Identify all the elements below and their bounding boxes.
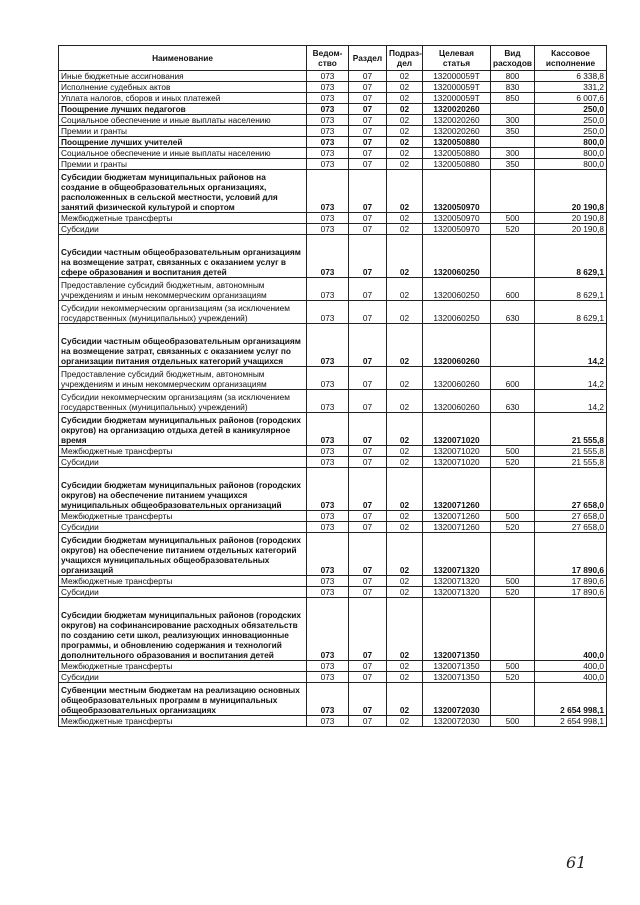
table-row [59, 576, 607, 587]
cell-subsection: 02 [387, 213, 423, 224]
cell-target: 1320060260 [423, 324, 491, 367]
cell-dept: 073 [307, 213, 349, 224]
cell-type: 500 [491, 446, 535, 457]
header-name: Наименование [59, 46, 307, 71]
cell-subsection: 02 [387, 446, 423, 457]
table-row [59, 324, 607, 367]
cell-target: 1320050970 [423, 213, 491, 224]
cell-dept: 073 [307, 71, 349, 82]
cell-dept: 073 [307, 672, 349, 683]
cell-target: 1320071020 [423, 457, 491, 468]
cell-dept: 073 [307, 576, 349, 587]
cell-name: Субсидии [59, 224, 307, 235]
cell-type: 300 [491, 115, 535, 126]
cell-subsection: 02 [387, 661, 423, 672]
table-row [59, 367, 607, 390]
cell-dept: 073 [307, 522, 349, 533]
table-row [59, 301, 607, 324]
table-row [59, 71, 607, 82]
page-number: 61 [566, 853, 587, 872]
cell-dept: 073 [307, 82, 349, 93]
cell-target: 1320071260 [423, 511, 491, 522]
cell-name: Субсидии частным общеобразовательным организациям на возмещение затрат, связанных с оказанием услуг по организации питания отдельных категорий учащихся [59, 324, 307, 367]
cell-target: 1320060250 [423, 278, 491, 301]
cell-subsection: 02 [387, 115, 423, 126]
cell-target: 1320071350 [423, 672, 491, 683]
cell-amount: 800,0 [535, 159, 607, 170]
cell-subsection: 02 [387, 137, 423, 148]
cell-type [491, 533, 535, 576]
cell-subsection: 02 [387, 104, 423, 115]
cell-type: 520 [491, 224, 535, 235]
table-row [59, 522, 607, 533]
cell-target: 1320071260 [423, 522, 491, 533]
cell-name: Межбюджетные трансферты [59, 576, 307, 587]
cell-section: 07 [349, 93, 387, 104]
cell-target: 1320071020 [423, 446, 491, 457]
cell-subsection: 02 [387, 224, 423, 235]
table-row [59, 148, 607, 159]
cell-amount: 17 890,6 [535, 576, 607, 587]
cell-subsection: 02 [387, 533, 423, 576]
cell-subsection: 02 [387, 716, 423, 727]
cell-type: 850 [491, 93, 535, 104]
cell-subsection: 02 [387, 672, 423, 683]
cell-dept: 073 [307, 159, 349, 170]
cell-type [491, 324, 535, 367]
cell-section: 07 [349, 324, 387, 367]
cell-section: 07 [349, 576, 387, 587]
table-row [59, 115, 607, 126]
table-row [59, 235, 607, 278]
cell-type [491, 104, 535, 115]
cell-subsection: 02 [387, 324, 423, 367]
cell-name: Субсидии [59, 522, 307, 533]
cell-dept: 073 [307, 93, 349, 104]
cell-type: 630 [491, 301, 535, 324]
cell-dept: 073 [307, 224, 349, 235]
cell-dept: 073 [307, 137, 349, 148]
cell-type: 500 [491, 661, 535, 672]
cell-type: 520 [491, 587, 535, 598]
cell-name: Межбюджетные трансферты [59, 446, 307, 457]
cell-type: 500 [491, 511, 535, 522]
cell-subsection: 02 [387, 71, 423, 82]
cell-amount: 250,0 [535, 104, 607, 115]
table-header-row [59, 46, 607, 71]
cell-amount: 800,0 [535, 148, 607, 159]
cell-section: 07 [349, 170, 387, 213]
cell-name: Предоставление субсидий бюджетным, автономным учреждениям и иным некоммерческим организациям [59, 278, 307, 301]
cell-section: 07 [349, 683, 387, 716]
cell-amount: 6 338,8 [535, 71, 607, 82]
cell-type: 800 [491, 71, 535, 82]
cell-target: 132000059Т [423, 93, 491, 104]
cell-section: 07 [349, 716, 387, 727]
cell-section: 07 [349, 367, 387, 390]
cell-amount: 331,2 [535, 82, 607, 93]
cell-subsection: 02 [387, 587, 423, 598]
cell-type: 300 [491, 148, 535, 159]
cell-name: Субсидии [59, 587, 307, 598]
cell-dept: 073 [307, 661, 349, 672]
cell-name: Субсидии бюджетам муниципальных районов (городских округов) на обеспечение питанием учащихся муниципальных общеобразовательных организаций [59, 468, 307, 511]
cell-dept: 073 [307, 446, 349, 457]
cell-section: 07 [349, 126, 387, 137]
cell-subsection: 02 [387, 148, 423, 159]
cell-dept: 073 [307, 587, 349, 598]
cell-amount: 21 555,8 [535, 413, 607, 446]
cell-subsection: 02 [387, 301, 423, 324]
cell-dept: 073 [307, 235, 349, 278]
cell-amount: 8 629,1 [535, 301, 607, 324]
budget-execution-table [58, 45, 607, 727]
cell-target: 1320020260 [423, 115, 491, 126]
cell-subsection: 02 [387, 457, 423, 468]
table-row [59, 126, 607, 137]
cell-name: Исполнение судебных актов [59, 82, 307, 93]
cell-type: 520 [491, 522, 535, 533]
cell-name: Уплата налогов, сборов и иных платежей [59, 93, 307, 104]
cell-subsection: 02 [387, 367, 423, 390]
cell-subsection: 02 [387, 82, 423, 93]
cell-dept: 073 [307, 716, 349, 727]
cell-target: 1320071320 [423, 587, 491, 598]
cell-dept: 073 [307, 301, 349, 324]
cell-dept: 073 [307, 511, 349, 522]
cell-name: Субсидии [59, 457, 307, 468]
cell-target: 1320071350 [423, 598, 491, 661]
cell-target: 1320071020 [423, 413, 491, 446]
cell-name: Субвенции местным бюджетам на реализацию основных общеобразовательных программ в муниципальных общеобразовательных организациях [59, 683, 307, 716]
cell-name: Субсидии бюджетам муниципальных районов (городских округов) на обеспечение питанием отдельных категорий учащихся муниципальных общеобразовательных организаций [59, 533, 307, 576]
table-row [59, 213, 607, 224]
table-row [59, 598, 607, 661]
cell-amount: 14,2 [535, 390, 607, 413]
cell-section: 07 [349, 104, 387, 115]
cell-section: 07 [349, 224, 387, 235]
cell-section: 07 [349, 457, 387, 468]
cell-amount: 400,0 [535, 672, 607, 683]
cell-section: 07 [349, 235, 387, 278]
cell-amount: 27 658,0 [535, 511, 607, 522]
table-row [59, 224, 607, 235]
cell-dept: 073 [307, 324, 349, 367]
cell-amount: 250,0 [535, 126, 607, 137]
header-section: Раздел [349, 46, 387, 71]
cell-amount: 17 890,6 [535, 533, 607, 576]
cell-name: Субсидии некоммерческим организациям (за исключением государственных (муниципальных) учреждений) [59, 390, 307, 413]
cell-target: 1320072030 [423, 683, 491, 716]
cell-target: 1320050880 [423, 159, 491, 170]
table-row [59, 468, 607, 511]
table-row [59, 170, 607, 213]
cell-target: 132000059Т [423, 82, 491, 93]
cell-dept: 073 [307, 367, 349, 390]
cell-dept: 073 [307, 278, 349, 301]
cell-dept: 073 [307, 598, 349, 661]
cell-name: Субсидии бюджетам муниципальных районов на создание в общеобразовательных организациях, расположенных в сельской местности, условий для занятий физической культурой и спортом [59, 170, 307, 213]
cell-amount: 20 190,8 [535, 213, 607, 224]
cell-subsection: 02 [387, 159, 423, 170]
cell-section: 07 [349, 598, 387, 661]
cell-name: Межбюджетные трансферты [59, 511, 307, 522]
cell-subsection: 02 [387, 413, 423, 446]
cell-section: 07 [349, 278, 387, 301]
cell-name: Субсидии бюджетам муниципальных районов (городских округов) на организацию отдыха детей в каникулярное время [59, 413, 307, 446]
table-row [59, 587, 607, 598]
cell-name: Предоставление субсидий бюджетным, автономным учреждениям и иным некоммерческим организациям [59, 367, 307, 390]
cell-type: 350 [491, 159, 535, 170]
cell-amount: 20 190,8 [535, 170, 607, 213]
cell-target: 1320071320 [423, 576, 491, 587]
cell-name: Иные бюджетные ассигнования [59, 71, 307, 82]
cell-amount: 2 654 998,1 [535, 716, 607, 727]
cell-subsection: 02 [387, 598, 423, 661]
table-row [59, 661, 607, 672]
cell-target: 1320050880 [423, 148, 491, 159]
cell-target: 1320050880 [423, 137, 491, 148]
table-row [59, 137, 607, 148]
cell-subsection: 02 [387, 93, 423, 104]
cell-type [491, 683, 535, 716]
cell-dept: 073 [307, 126, 349, 137]
cell-target: 1320020260 [423, 126, 491, 137]
cell-amount: 20 190,8 [535, 224, 607, 235]
header-subsection: Подраз-дел [387, 46, 423, 71]
cell-dept: 073 [307, 533, 349, 576]
cell-amount: 14,2 [535, 324, 607, 367]
cell-type [491, 468, 535, 511]
cell-subsection: 02 [387, 683, 423, 716]
cell-type: 500 [491, 716, 535, 727]
cell-type: 520 [491, 457, 535, 468]
table-row [59, 446, 607, 457]
table-body [59, 71, 607, 727]
table-row [59, 82, 607, 93]
cell-target: 1320060260 [423, 367, 491, 390]
header-type: Вид расходов [491, 46, 535, 71]
table-row [59, 511, 607, 522]
cell-name: Социальное обеспечение и иные выплаты населению [59, 148, 307, 159]
cell-amount: 2 654 998,1 [535, 683, 607, 716]
table-row [59, 93, 607, 104]
table-row [59, 159, 607, 170]
cell-subsection: 02 [387, 522, 423, 533]
cell-dept: 073 [307, 170, 349, 213]
cell-name: Поощрение лучших учителей [59, 137, 307, 148]
cell-subsection: 02 [387, 511, 423, 522]
cell-name: Поощрение лучших педагогов [59, 104, 307, 115]
cell-target: 1320071320 [423, 533, 491, 576]
cell-type: 630 [491, 390, 535, 413]
cell-section: 07 [349, 301, 387, 324]
cell-type: 600 [491, 367, 535, 390]
cell-amount: 21 555,8 [535, 446, 607, 457]
cell-section: 07 [349, 148, 387, 159]
cell-amount: 27 658,0 [535, 468, 607, 511]
table-row [59, 716, 607, 727]
cell-dept: 073 [307, 390, 349, 413]
cell-amount: 21 555,8 [535, 457, 607, 468]
cell-amount: 14,2 [535, 367, 607, 390]
cell-name: Субсидии бюджетам муниципальных районов (городских округов) на софинансирование расходных обязательств по созданию сети школ, реализующих инновационные программы, и обновлению содержания и технологий дополнительного образования и воспитания детей [59, 598, 307, 661]
cell-dept: 073 [307, 457, 349, 468]
cell-section: 07 [349, 511, 387, 522]
cell-amount: 17 890,6 [535, 587, 607, 598]
cell-subsection: 02 [387, 126, 423, 137]
table-row [59, 104, 607, 115]
header-dept: Ведом-ство [307, 46, 349, 71]
table-row [59, 672, 607, 683]
cell-subsection: 02 [387, 576, 423, 587]
table-row [59, 278, 607, 301]
cell-section: 07 [349, 522, 387, 533]
cell-dept: 073 [307, 104, 349, 115]
cell-name: Субсидии частным общеобразовательным организациям на возмещение затрат, связанных с оказанием услуг в сфере образования и воспитания детей [59, 235, 307, 278]
cell-section: 07 [349, 159, 387, 170]
cell-subsection: 02 [387, 170, 423, 213]
cell-type: 500 [491, 213, 535, 224]
cell-dept: 073 [307, 115, 349, 126]
cell-type [491, 170, 535, 213]
cell-target: 1320071350 [423, 661, 491, 672]
cell-section: 07 [349, 533, 387, 576]
cell-type: 500 [491, 576, 535, 587]
table-row [59, 413, 607, 446]
cell-name: Социальное обеспечение и иные выплаты населению [59, 115, 307, 126]
cell-name: Премии и гранты [59, 126, 307, 137]
cell-section: 07 [349, 672, 387, 683]
table-row [59, 390, 607, 413]
cell-type: 600 [491, 278, 535, 301]
cell-amount: 250,0 [535, 115, 607, 126]
cell-amount: 27 658,0 [535, 522, 607, 533]
cell-amount: 8 629,1 [535, 278, 607, 301]
table-row [59, 683, 607, 716]
cell-name: Межбюджетные трансферты [59, 661, 307, 672]
cell-amount: 400,0 [535, 598, 607, 661]
cell-amount: 800,0 [535, 137, 607, 148]
cell-target: 1320060250 [423, 301, 491, 324]
cell-section: 07 [349, 137, 387, 148]
cell-amount: 8 629,1 [535, 235, 607, 278]
cell-amount: 6 007,6 [535, 93, 607, 104]
table-row [59, 457, 607, 468]
cell-target: 1320060250 [423, 235, 491, 278]
cell-section: 07 [349, 390, 387, 413]
cell-amount: 400,0 [535, 661, 607, 672]
cell-section: 07 [349, 587, 387, 598]
cell-dept: 073 [307, 413, 349, 446]
cell-target: 1320071260 [423, 468, 491, 511]
cell-section: 07 [349, 213, 387, 224]
cell-dept: 073 [307, 683, 349, 716]
cell-target: 1320072030 [423, 716, 491, 727]
cell-subsection: 02 [387, 390, 423, 413]
cell-type [491, 413, 535, 446]
cell-dept: 073 [307, 148, 349, 159]
cell-name: Субсидии некоммерческим организациям (за исключением государственных (муниципальных) учреждений) [59, 301, 307, 324]
header-target: Целевая статья [423, 46, 491, 71]
cell-section: 07 [349, 115, 387, 126]
cell-name: Премии и гранты [59, 159, 307, 170]
cell-section: 07 [349, 413, 387, 446]
cell-section: 07 [349, 71, 387, 82]
cell-section: 07 [349, 468, 387, 511]
cell-type: 830 [491, 82, 535, 93]
cell-section: 07 [349, 446, 387, 457]
cell-target: 132000059Т [423, 71, 491, 82]
cell-subsection: 02 [387, 235, 423, 278]
cell-dept: 073 [307, 468, 349, 511]
cell-type: 520 [491, 672, 535, 683]
cell-type [491, 235, 535, 278]
cell-name: Субсидии [59, 672, 307, 683]
cell-target: 1320050970 [423, 224, 491, 235]
cell-section: 07 [349, 82, 387, 93]
cell-section: 07 [349, 661, 387, 672]
cell-subsection: 02 [387, 468, 423, 511]
cell-type [491, 598, 535, 661]
cell-target: 1320050970 [423, 170, 491, 213]
cell-target: 1320020260 [423, 104, 491, 115]
cell-type [491, 137, 535, 148]
table-row [59, 533, 607, 576]
cell-name: Межбюджетные трансферты [59, 213, 307, 224]
cell-subsection: 02 [387, 278, 423, 301]
header-amount: Кассовое исполнение [535, 46, 607, 71]
cell-type: 350 [491, 126, 535, 137]
cell-name: Межбюджетные трансферты [59, 716, 307, 727]
cell-target: 1320060260 [423, 390, 491, 413]
